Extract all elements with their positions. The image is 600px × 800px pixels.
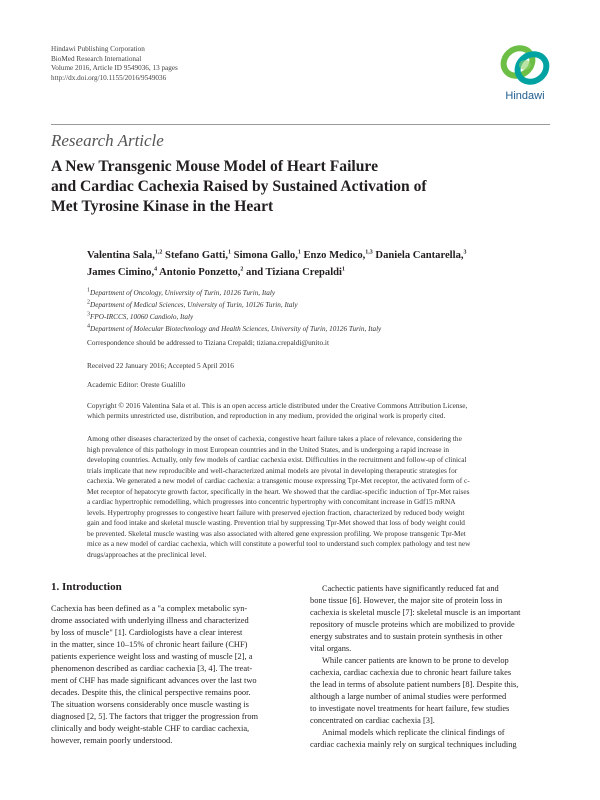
affiliation-list: [87, 287, 381, 335]
hindawi-logo-icon: [496, 40, 554, 90]
author-name: and Tiziana Crepaldi: [243, 266, 342, 278]
abstract-line: developing countries. Actually, only few models of cardiac cachexia exist. Difficulties in the recruitment and follow-up of clinical: [87, 455, 467, 464]
abstract-line: cachexia. We generated a new model of cardiac cachexia: a transgenic mouse expressing Tpr-Met receptor, the activated form of c-: [87, 476, 470, 485]
body-line: in the matter, since 10–15% of chronic heart failure (CHF): [51, 640, 248, 649]
body-line: concentrated on cardiac cachexia [3].: [310, 716, 435, 725]
affiliation-item: [87, 323, 381, 335]
author-affiliation: 1: [342, 265, 345, 272]
author-affiliation: 2: [240, 265, 244, 272]
author-list: [87, 248, 467, 281]
body-line: phenomenon described as cardiac cachexia [3, 4]. The treat-: [51, 664, 253, 673]
body-line: patients experience weight loss and wasting of muscle [2], a: [51, 652, 253, 661]
journal-doi[interactable]: http://dx.doi.org/10.1155/2016/9549036: [51, 73, 167, 82]
journal-name: BioMed Research International: [51, 54, 142, 63]
article-type: Research Article: [51, 131, 164, 150]
body-line: energy substrates and to sustain protein synthesis in other: [310, 632, 503, 641]
author-name: Antonio Ponzetto,: [157, 266, 241, 278]
body-line: Animal models which replicate the clinical findings of: [322, 728, 505, 737]
abstract-line: a cardiac hypertrophic remodelling, which progresses into concentric hypertrophy with concomitant increase in Gdf15 mRNA: [87, 497, 456, 506]
abstract-line: mice as a new model of cardiac cachexia, which will constitute a powerful tool to understand such complex pathology and test new: [87, 539, 471, 548]
body-line: clinically and body weight-stable CHF to cardiac cachexia,: [51, 724, 250, 733]
abstract-line: levels. Hypertrophy progresses to congestive heart failure with preserved ejection fraction, characterized by reduced body weight: [87, 507, 465, 517]
body-line: ment of CHF has made significant advances over the last two: [51, 676, 257, 685]
correspondence: Correspondence should be addressed to Tiziana Crepaldi; tiziana.crepaldi@unito.it: [87, 338, 329, 347]
affiliation-item: [87, 287, 381, 299]
body-line: although a large number of animal studies were performed: [310, 692, 507, 701]
abstract-line: be prevented. Skeletal muscle wasting was also associated with altered gene expression profiling. We propose transgenic Tpr-Met: [87, 528, 466, 538]
author-name: Stefano Gatti,: [162, 250, 229, 261]
author-name: Valentina Sala,: [87, 250, 155, 261]
affiliation-text: FPO-IRCCS, 10060 Candiolo, Italy: [90, 313, 194, 321]
author-line-1: [87, 248, 467, 265]
affiliation-number: 3: [87, 311, 90, 318]
body-line: repository of muscle proteins which are mobilized to provide: [310, 620, 515, 629]
affiliation-number: 4: [87, 323, 90, 330]
body-line: Cachectic patients have significantly reduced fat and: [322, 584, 499, 593]
affiliation-item: [87, 311, 381, 323]
body-line: The situation worsens considerably once muscle wasting is: [51, 700, 249, 709]
affiliation-number: 1: [87, 287, 90, 294]
author-name: Daniela Cantarella,: [372, 250, 464, 261]
author-affiliation: 1: [297, 249, 301, 256]
title-line: A New Transgenic Mouse Model of Heart Failure: [51, 158, 378, 175]
body-line: the lead in terms of absolute patient numbers [8]. Despite this,: [310, 680, 519, 689]
hindawi-logo: [496, 40, 554, 108]
body-line: decades. Despite this, the clinical perspective remains poor.: [51, 688, 251, 697]
author-name: Simona Gallo,: [231, 250, 298, 261]
abstract-line: drugs/approaches at the preclinical level.: [87, 549, 207, 559]
received-date: Received 22 January 2016; Accepted 5 April 2016: [87, 361, 234, 370]
abstract-line: high prevalence of this pathology in most European countries and in the United States, and is undergoing a rapid increase in: [87, 444, 449, 454]
body-line: however, remain poorly understood.: [51, 736, 173, 745]
affiliation-number: 2: [87, 299, 90, 306]
author-affiliation: 1,2: [154, 249, 163, 256]
journal-info: [51, 45, 178, 83]
left-column-text: [51, 603, 281, 747]
affiliation-text: Department of Molecular Biotechnology and Health Sciences, University of Turin, 10126 Turin, Italy: [90, 325, 382, 333]
header-rule: [51, 124, 550, 125]
body-line: diagnosed [2, 5]. The factors that trigger the progression from: [51, 712, 259, 721]
publisher-name: Hindawi Publishing Corporation: [51, 45, 145, 53]
academic-editor: Academic Editor: Oreste Gualillo: [87, 380, 186, 389]
journal-volume: Volume 2016, Article ID 9549036, 13 pages: [51, 64, 178, 72]
abstract-line: trials implicate that new reproducible and well-characterized animal models are pivotal in developing therapeutic strategies for: [87, 465, 458, 475]
body-line: Cachexia has been defined as a "a complex metabolic syn-: [51, 604, 248, 613]
title-line: and Cardiac Cachexia Raised by Sustained Activation of: [51, 178, 427, 195]
author-name: Enzo Medico,: [300, 250, 366, 261]
author-affiliation: 1,3: [365, 249, 373, 256]
hindawi-logo-text: Hindawi: [505, 90, 545, 102]
body-line: bone tissue [6]. However, the major site of protein loss in: [310, 596, 503, 605]
affiliation-text: Department of Oncology, University of Turin, 10126 Turin, Italy: [90, 289, 276, 297]
abstract-line: Met receptor of hepatocyte growth factor, specifically in the heart. We showed that the cardiac-specific induction of Tpr-Met raises: [87, 486, 470, 496]
author-name: James Cimino,: [87, 266, 155, 278]
copyright-notice: [87, 401, 550, 421]
body-line: drome associated with underlying illness and characterized: [51, 616, 249, 625]
body-line: cachexia, cardiac cachexia due to chronic heart failure takes: [310, 668, 512, 677]
copyright-line: which permits unrestricted use, distribution, and reproduction in any medium, provided the original work is properly cited.: [87, 411, 446, 420]
body-line: to investigate novel treatments for heart failure, few studies: [310, 704, 510, 713]
section-heading-introduction: 1. Introduction: [51, 581, 122, 593]
abstract: [87, 434, 551, 560]
body-line: While cancer patients are known to be prone to develop: [322, 656, 509, 665]
title-line: Met Tyrosine Kinase in the Heart: [51, 198, 274, 215]
body-line: cachexia is skeletal muscle [7]: skeletal muscle is an important: [310, 608, 521, 617]
affiliation-text: Department of Medical Sciences, University of Turin, 10126 Turin, Italy: [90, 301, 298, 309]
abstract-line: gain and food intake and skeletal muscle wasting. Prevention trial by suppressing Tpr-Met showed that loss of body weight could: [87, 518, 465, 527]
affiliation-item: [87, 299, 381, 311]
author-line-2: [87, 265, 467, 282]
body-line: cardiac cachexia mainly rely on surgical techniques including: [310, 740, 517, 749]
abstract-line: Among other diseases characterized by the onset of cachexia, congestive heart failure takes a place of relevance, considering the: [87, 434, 462, 443]
copyright-line: Copyright © 2016 Valentina Sala et al. This is an open access article distributed under the Creative Commons Attribution License,: [87, 401, 468, 410]
article-title: [51, 157, 551, 217]
author-affiliation: 3: [463, 249, 467, 256]
body-line: vital organs.: [310, 644, 352, 653]
author-affiliation: 1: [228, 249, 232, 256]
right-column-text: [310, 583, 551, 751]
body-line: by loss of muscle" [1]. Cardiologists have a clear interest: [51, 628, 243, 637]
author-affiliation: 4: [154, 265, 158, 272]
